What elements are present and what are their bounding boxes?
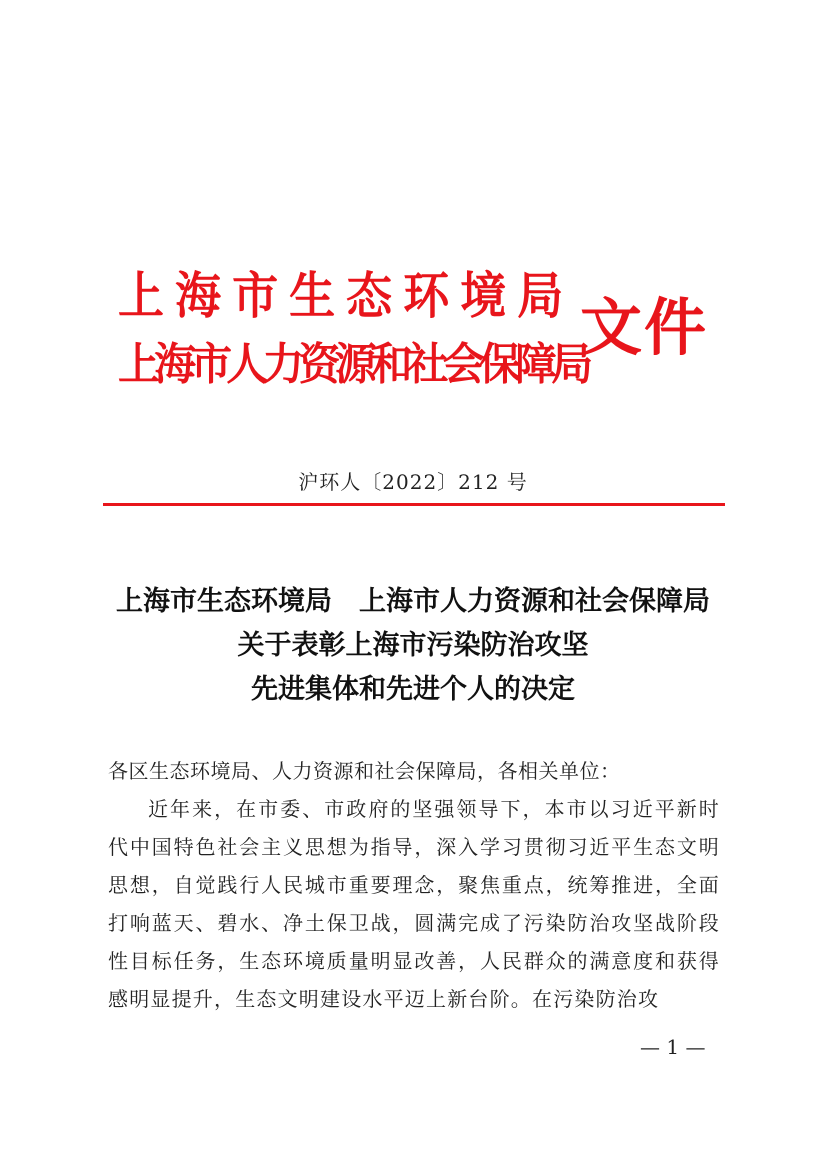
issuer-name-2: 上海市人力资源和社会保障局 (118, 339, 588, 390)
salutation: 各区生态环境局、人力资源和社会保障局，各相关单位： (108, 759, 621, 783)
title-line-2: 关于表彰上海市污染防治攻坚 (237, 630, 589, 661)
title-line-1: 上海市生态环境局 上海市人力资源和社会保障局 (116, 586, 710, 617)
title-line-3: 先进集体和先进个人的决定 (251, 674, 575, 705)
page-number: — 1 — (640, 1035, 706, 1059)
document-header (118, 248, 718, 398)
header-divider (103, 503, 725, 506)
issuer-name-1: 上海市生态环境局 (118, 267, 575, 325)
doc-type-label: 文件 (580, 291, 709, 364)
body-paragraph: 近年来，在市委、市政府的坚强领导下，本市以习近平新时代中国特色社会主义思想为指导，深入学习贯彻习近平生态文明思想，自觉践行人民城市重要理念，聚焦重点，统筹推进，全面打响蓝天、碧水、净土保卫战，圆满完成了污染防治攻坚战阶段性目标任务，生态环境质量明显改善，人民群众的满意度和获得感明显提升，生态文明建设水平迈上新台阶。在污染防治攻 (108, 797, 720, 1011)
document-body (108, 752, 720, 1018)
document-title (0, 580, 826, 712)
document-number: 沪环人〔2022〕212 号 (298, 470, 528, 494)
